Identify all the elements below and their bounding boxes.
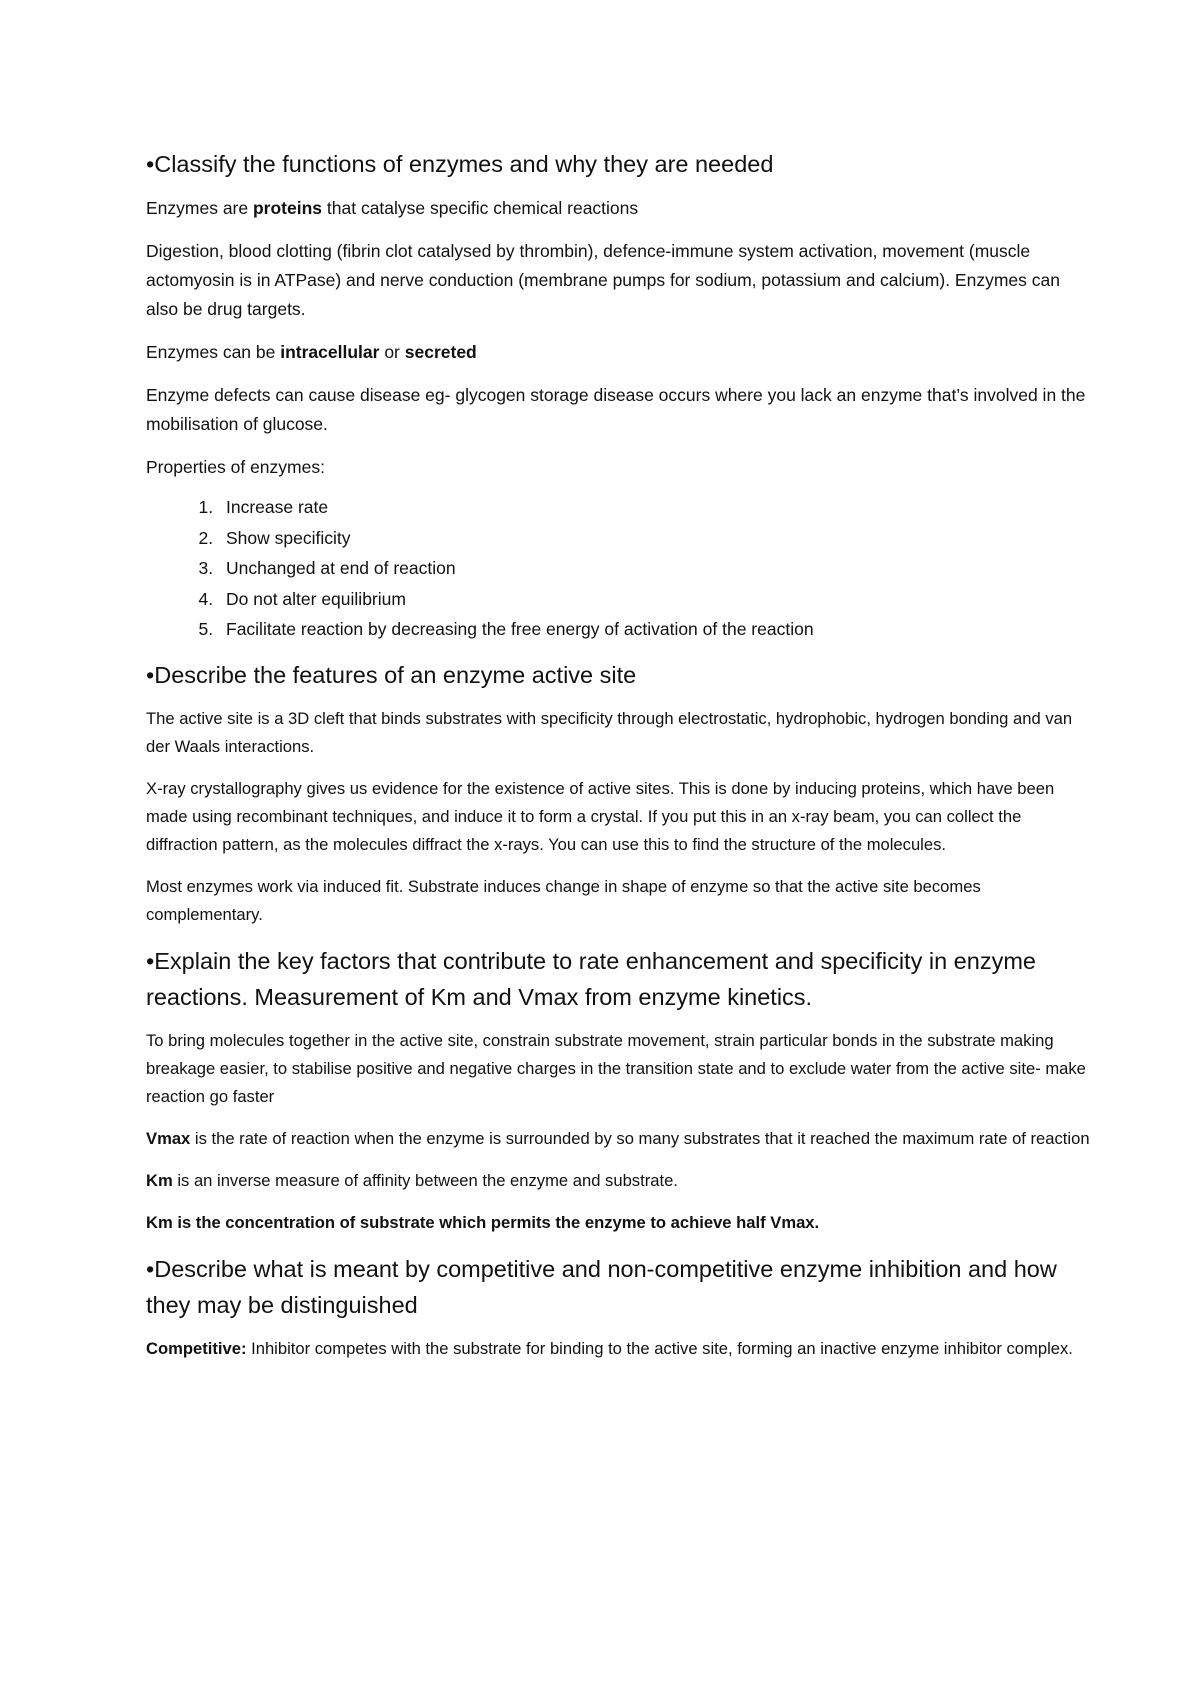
- list-item: 2. Show specificity: [218, 523, 1090, 554]
- paragraph-enzyme-roles: Digestion, blood clotting (fibrin clot catalysed by thrombin), defence-immune system activation, movement (muscle actomyosin is in ATPase) and nerve conduction (membrane pumps for sodium, potassium and calcium). Enzymes can also be drug targets.: [146, 241, 1060, 319]
- text-run: Inhibitor competes with the substrate for binding to the active site, forming an inactive enzyme inhibitor complex.: [246, 1338, 1073, 1358]
- section-heading-active-site: •Describe the features of an enzyme active site: [146, 661, 637, 688]
- list-item: 4. Do not alter equilibrium: [218, 584, 1090, 615]
- paragraph-rate-factors: To bring molecules together in the active site, constrain substrate movement, strain particular bonds in the substrate making breakage easier, to stabilise positive and negative charges in the transition state and to exclude water from the active site- make reaction go faster: [146, 1030, 1086, 1106]
- bold-term-km: Km: [146, 1170, 173, 1190]
- list-item: 5. Facilitate reaction by decreasing the free energy of activation of the reaction: [218, 614, 1090, 645]
- text-run: Enzymes can be: [146, 342, 281, 362]
- paragraph-km-affinity: [146, 1167, 1090, 1195]
- list-item: 3. Unchanged at end of reaction: [218, 553, 1090, 584]
- text-run: is an inverse measure of affinity between the enzyme and substrate.: [172, 1170, 678, 1190]
- paragraph-enzyme-defects: Enzyme defects can cause disease eg- glycogen storage disease occurs where you lack an enzyme that’s involved in the mobilisation of glucose.: [146, 385, 1086, 434]
- bold-term-intracellular: intracellular: [280, 342, 380, 362]
- text-run: Enzymes are: [146, 198, 253, 218]
- section-heading-rate-enhancement: •Explain the key factors that contribute to rate enhancement and specificity in enzyme reactions. Measurement of Km and Vmax from enzyme kinetics.: [146, 947, 1036, 1010]
- paragraph-properties-intro: Properties of enzymes:: [146, 457, 325, 477]
- bold-term-secreted: secreted: [404, 342, 477, 362]
- paragraph-active-site-cleft: The active site is a 3D cleft that binds substrates with specificity through electrostatic, hydrophobic, hydrogen bonding and van der Waals interactions.: [146, 708, 1073, 756]
- paragraph-vmax: [146, 1125, 1090, 1153]
- paragraph-km-definition: [146, 1209, 1090, 1237]
- section-heading-enzyme-functions: •Classify the functions of enzymes and why they are needed: [146, 151, 774, 177]
- paragraph-enzymes-are-proteins: [146, 194, 1090, 223]
- paragraph-intracellular-secreted: [146, 338, 1090, 367]
- text-run: is the rate of reaction when the enzyme is surrounded by so many substrates that it reached the maximum rate of reaction: [190, 1128, 1090, 1148]
- list-item: 1. Increase rate: [218, 492, 1090, 523]
- section-heading-inhibition: •Describe what is meant by competitive and non-competitive enzyme inhibition and how they may be distinguished: [146, 1255, 1057, 1318]
- bold-term-competitive: Competitive:: [146, 1338, 247, 1358]
- properties-list: [146, 492, 1090, 645]
- bold-term-proteins: proteins: [252, 198, 323, 218]
- paragraph-competitive-inhibition: [146, 1335, 1090, 1363]
- paragraph-xray-crystallography: X-ray crystallography gives us evidence for the existence of active sites. This is done by inducing proteins, which have been made using recombinant techniques, and induce it to form a crystal. If you put this in an x-ray beam, you can collect the diffraction pattern, as the molecules diffract the x-rays. You can use this to find the structure of the molecules.: [146, 778, 1055, 854]
- paragraph-induced-fit: Most enzymes work via induced fit. Substrate induces change in shape of enzyme so that the active site becomes complementary.: [146, 876, 981, 924]
- bold-km-definition: Km is the concentration of substrate which permits the enzyme to achieve half Vmax.: [146, 1212, 820, 1232]
- text-run: that catalyse specific chemical reactions: [322, 198, 639, 218]
- text-run: or: [379, 342, 405, 362]
- bold-term-vmax: Vmax: [146, 1128, 191, 1148]
